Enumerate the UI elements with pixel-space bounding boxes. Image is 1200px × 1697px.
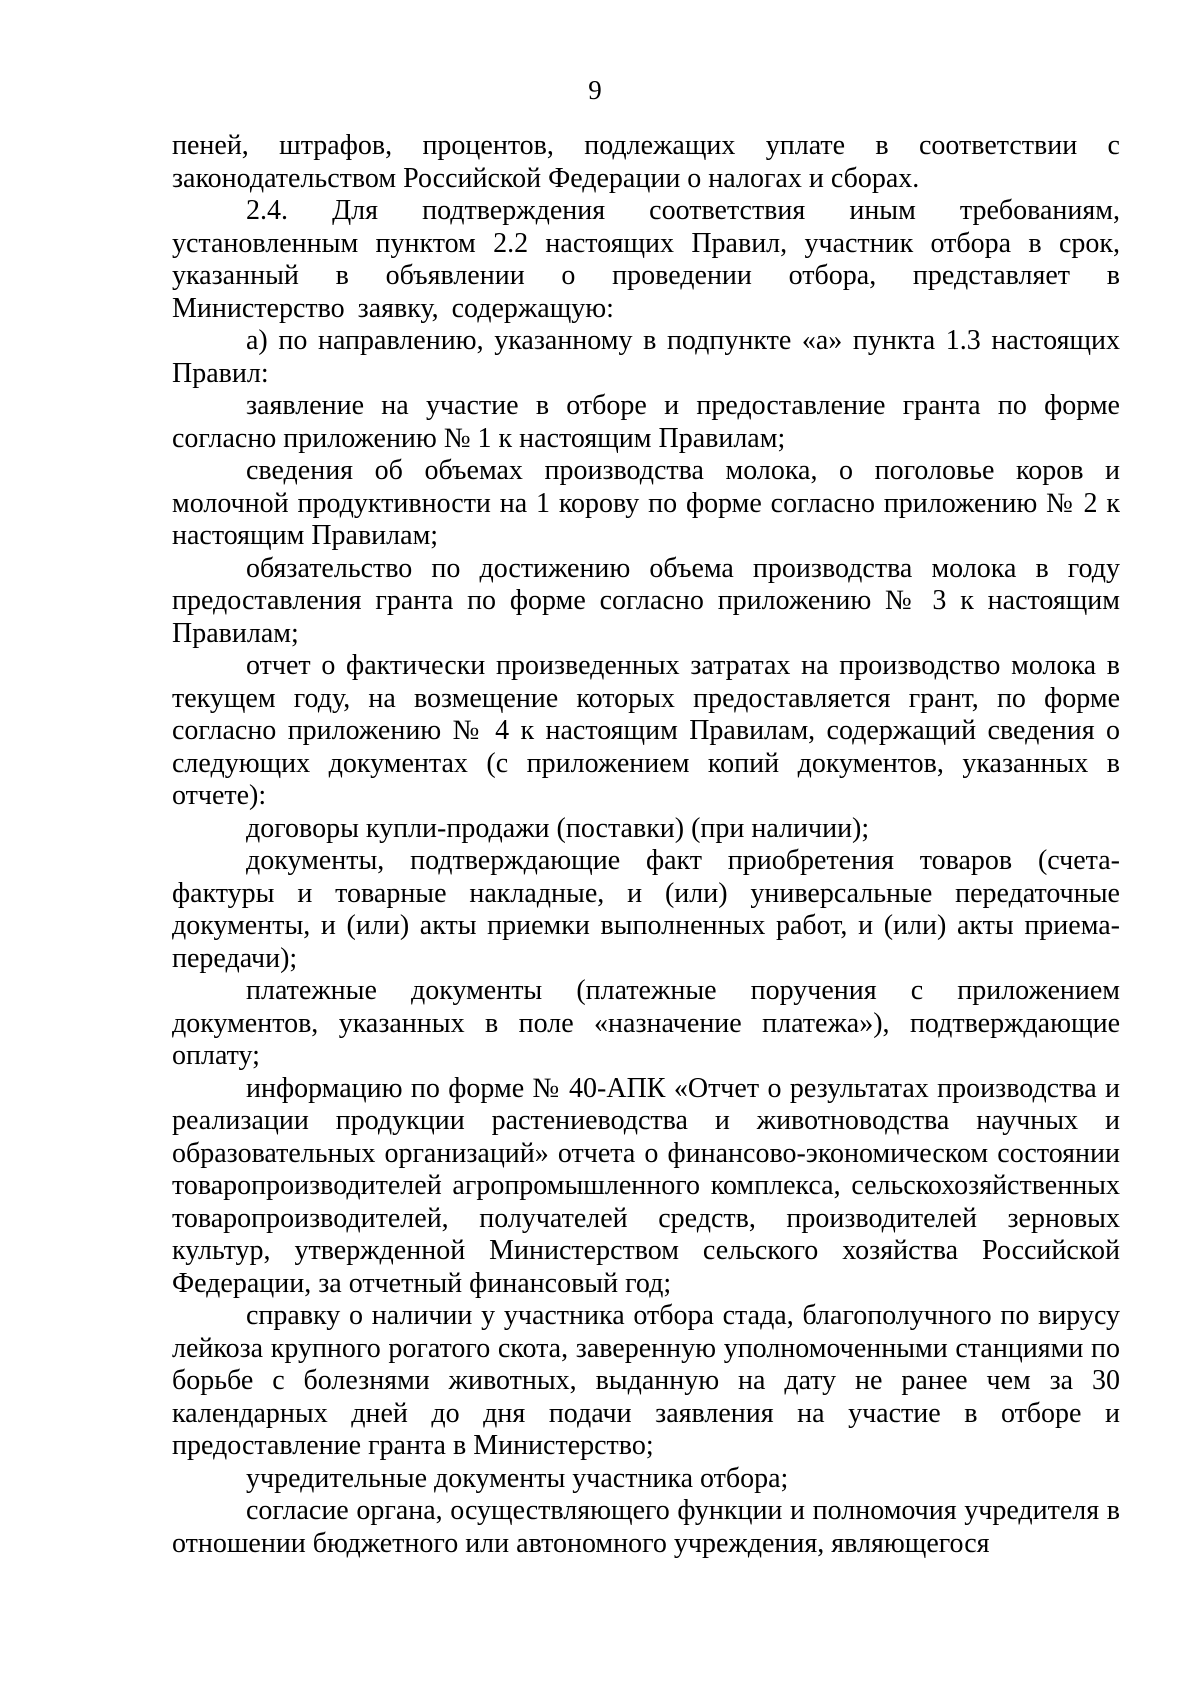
paragraph: платежные документы (платежные поручения с приложением документов, указанных в поле «назначение платежа»), подтверждающие оплату; [172, 975, 1120, 1071]
paragraph: договоры купли-продажи (поставки) (при наличии); [246, 812, 870, 844]
paragraph: заявление на участие в отборе и предоставление гранта по форме согласно приложению № 1 к настоящим Правилам; [172, 390, 1120, 454]
page-number: 9 [588, 75, 602, 105]
paragraph: пеней, штрафов, процентов, подлежащих уплате в соответствии с законодательством Российской Федерации о налогах и сборах. [172, 130, 1120, 194]
paragraph: документы, подтверждающие факт приобретения товаров (счета-фактуры и товарные накладные, и (или) универсальные передаточные документы, и (или) акты приемки выполненных работ, и (или) акты приема-передачи); [172, 845, 1120, 974]
document-body [172, 130, 1120, 1560]
paragraph: сведения об объемах производства молока, о поголовье коров и молочной продуктивности на 1 корову по форме согласно приложению № 2 к настоящим Правилам; [172, 455, 1120, 551]
paragraph: 2.4. Для подтверждения соответствия иным требованиям, установленным пунктом 2.2 настоящих Правил, участник отбора в срок, указанный в объявлении о проведении отбора, представляет в Министерство заявку, содержащую: [172, 195, 1120, 324]
paragraph: учредительные документы участника отбора; [246, 1462, 789, 1494]
paragraph: справку о наличии у участника отбора стада, благополучного по вирусу лейкоза крупного рогатого скота, заверенную уполномоченными станциями по борьбе с болезнями животных, выданную на дату не ранее чем за 30 календарных дней до дня подачи заявления на участие в отборе и предоставление гранта в Министерство; [172, 1300, 1120, 1461]
paragraph: информацию по форме № 40-АПК «Отчет о результатах производства и реализации продукции растениеводства и животноводства научных и образовательных организаций» отчета о финансово-экономическом состоянии товаропроизводителей агропромышленного комплекса, сельскохозяйственных товаропроизводителей, получателей средств, производителей зерновых культур, утвержденной Министерством сельского хозяйства Российской Федерации, за отчетный финансовый год; [172, 1072, 1120, 1299]
paragraph: отчет о фактически произведенных затратах на производство молока в текущем году, на возмещение которых предоставляется грант, по форме согласно приложению № 4 к настоящим Правилам, содержащий сведения о следующих документах (с приложением копий документов, указанных в отчете): [172, 650, 1120, 811]
paragraph: обязательство по достижению объема производства молока в году предоставления гранта по форме согласно приложению № 3 к настоящим Правилам; [172, 552, 1120, 649]
paragraph: согласие органа, осуществляющего функции и полномочия учредителя в отношении бюджетного или автономного учреждения, являющегося [172, 1495, 1120, 1559]
paragraph: а) по направлению, указанному в подпункте «а» пункта 1.3 настоящих Правил: [172, 325, 1120, 389]
